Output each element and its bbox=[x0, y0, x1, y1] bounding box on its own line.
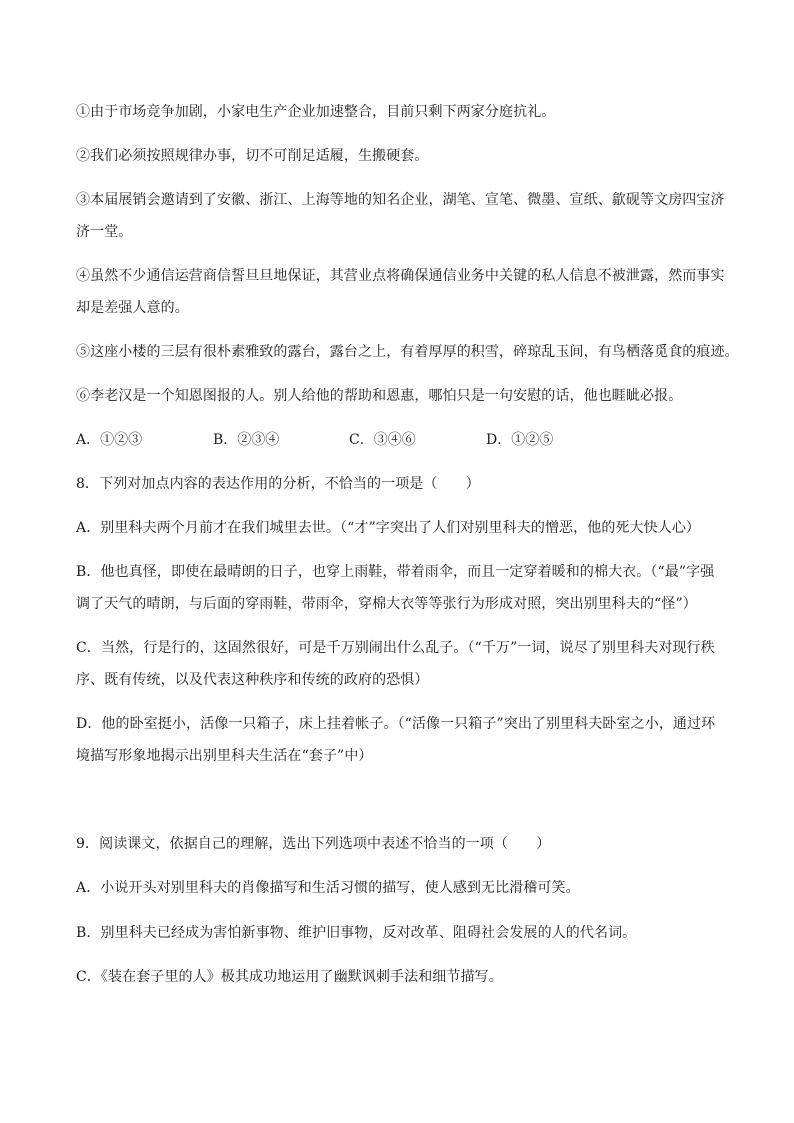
q8-option-d[interactable]: D．他的卧室挺小，活像一只箱子，床上挂着帐子。（“活像一只箱子”突出了别里科夫卧室之小，通过环 bbox=[76, 716, 716, 732]
q7-sentence-3: ③本届展销会邀请到了安徽、浙江、上海等地的知名企业，湖笔、宣笔、微墨、宣纸、歙砚等文房四宝济 bbox=[76, 192, 725, 208]
q8-option-c[interactable]: C．当然，行是行的，这固然很好，可是千万别闹出什么乱子。（“千万”一词，说尽了别里科夫对现行秩 bbox=[76, 640, 715, 656]
q7-option-d[interactable]: D．①②⑤ bbox=[486, 432, 554, 448]
q9-option-c[interactable]: C．《装在套子里的人》极其成功地运用了幽默讽刺手法和细节描写。 bbox=[76, 969, 503, 985]
q9-option-b[interactable]: B．别里科夫已经成为害怕新事物、维护旧事物，反对改革、阻碍社会发展的人的代名词。 bbox=[76, 925, 637, 941]
q8-option-a[interactable]: A．别里科夫两个月前才在我们城里去世。（“才”字突出了人们对别里科夫的憎恶，他的死大快人心） bbox=[76, 520, 701, 536]
q8-stem: 8．下列对加点内容的表达作用的分析，不恰当的一项是（ ） bbox=[76, 476, 480, 492]
q7-sentence-4-cont: 却是差强人意的。 bbox=[76, 300, 189, 316]
q7-sentence-2: ②我们必须按照规律办事，切不可削足适履，生搬硬套。 bbox=[76, 148, 429, 164]
q7-option-c[interactable]: C．③④⑥ bbox=[349, 432, 416, 448]
q9-stem: 9．阅读课文，依据自己的理解，选出下列选项中表述不恰当的一项（ ） bbox=[76, 836, 551, 852]
q8-option-d-cont: 境描写形象地揭示出别里科夫生活在“套子”中） bbox=[76, 748, 373, 764]
q8-option-b-cont: 调了天气的晴朗，与后面的穿雨鞋，带雨伞，穿棉大衣等等张行为形成对照，突出别里科夫的“怪”） bbox=[76, 596, 697, 612]
q7-sentence-6: ⑥李老汉是一个知恩图报的人。别人给他的帮助和恩惠，哪怕只是一句安慰的话，他也睚眦必报。 bbox=[76, 388, 683, 404]
q7-sentence-1: ①由于市场竞争加剧，小家电生产企业加速整合，目前只剩下两家分庭抗礼。 bbox=[76, 104, 556, 120]
q7-option-a[interactable]: A．①②③ bbox=[76, 432, 143, 448]
q8-option-b[interactable]: B．他也真怪，即使在最晴朗的日子，也穿上雨鞋，带着雨伞，而且一定穿着暖和的棉大衣。（“最”字强 bbox=[76, 564, 715, 580]
q7-sentence-5: ⑤这座小楼的三层有很朴素雅致的露台，露台之上，有着厚厚的积雪，碎琼乱玉间，有鸟栖落觅食的痕迹。 bbox=[76, 344, 739, 360]
q7-sentence-4: ④虽然不少通信运营商信誓旦旦地保证，其营业点将确保通信业务中关键的私人信息不被泄露，然而事实 bbox=[76, 268, 725, 284]
q7-sentence-3-cont: 济一堂。 bbox=[76, 224, 133, 240]
q8-option-c-cont: 序、既有传统，以及代表这种秩序和传统的政府的恐惧） bbox=[76, 672, 429, 688]
q9-option-a[interactable]: A．小说开头对别里科夫的肖像描写和生活习惯的描写，使人感到无比滑稽可笑。 bbox=[76, 880, 580, 896]
q7-option-b[interactable]: B．②③④ bbox=[213, 432, 280, 448]
